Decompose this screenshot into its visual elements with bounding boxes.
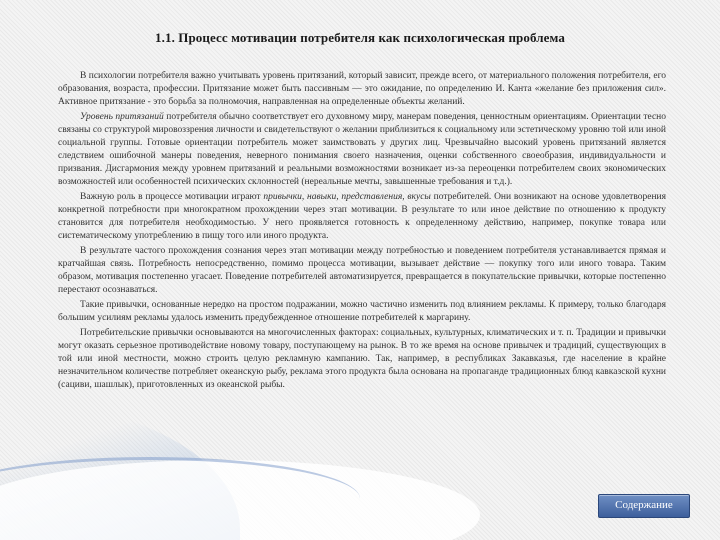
paragraph-aspiration-orientation [58, 111, 666, 189]
document-body [58, 70, 666, 394]
paragraph-aspiration-level: В психологии потребителя важно учитывать уровень притязаний, который зависит, прежде всего, от материального положения потребителя, его образования, возраста, профессии. Притязание может быть пассивным — это ожидание, по определению И. Канта «желание без приложения сил». Активное притязание - это борьба за полномочия, направленная на определенные объекты желаний. [58, 71, 666, 107]
paragraph-automation: В результате частого прохождения сознания через этап мотивации между потребностью и поведением потребителя устанавливается прямая и кратчайшая связь. Потребность непосредственно, помимо процесса мотивации, вызывает действие — покупку того или иного товара. Таким образом, мотивация постепенно угасает. Поведение потребителей автоматизируется, превращается в покупательские привычки, которые постепенно перестают осознаваться. [58, 246, 666, 295]
paragraph-text: потребителей. Они возникают на основе удовлетворения конкретной потребности при многократном прохождении через этап мотивации. В результате то или иное действие по отношению к продукту становится для потребителя необходимостью. У него проявляется готовность к определенному действию, например, покупке товара или систематическому употреблению в пищу того или иного продукта. [58, 192, 667, 241]
term-habits: привычки, навыки, представления, вкусы [263, 192, 431, 202]
paragraph-text: Важную роль в процессе мотивации играют [80, 192, 264, 202]
paragraph-advertising: Такие привычки, основанные нередко на простом подражании, можно частично изменить под влиянием рекламы. К примеру, только благодаря большим усилиям рекламы удалось изменить предубежденное отношение потребителей к маргарину. [58, 300, 666, 323]
table-of-contents-button[interactable]: Содержание [598, 494, 690, 518]
paragraph-text: потребителя обычно соответствует его духовному миру, манерам поведения, ценностным ориентациям. Ориентации тесно связаны со структурой мировоззрения личности и свидетельствуют о желании приблизиться к социальному или эстетическому уровню той или иной социальной группы. Готовые ориентации потребитель может заимствовать у других лиц. Чрезвычайно высокий уровень притязаний является следствием ошибочной манеры поведения, неверного понимания своего назначения, оценки собственного своеобразия, индивидуальности и призвания. Дисгармония между уровнем притязаний и реальными возможностями возникает из-за переоценки потребителем своих экономических возможностей или особенностей психических склонностей (нереальные мечты, завышенные требования и т.д.). [58, 112, 667, 187]
paragraph-habits [58, 191, 666, 243]
page-title: 1.1. Процесс мотивации потребителя как психологическая проблема [155, 30, 565, 45]
paragraph-traditions: Потребительские привычки основываются на многочисленных факторах: социальных, культурных, климатических и т. п. Традиции и привычки могут оказать серьезное противодействие новому товару, поступающему на рынок. В то же время на основе привычек и традиций, существующих в той или иной местности, можно строить целую рекламную кампанию. Так, например, в республиках Закавказья, где население в крайне незначительном количестве потребляет океанскую рыбу, реклама этого продукта была основана на пропаганде традиционных блюд кавказской кухни (сациви, шашлык), приготовленных из океанской рыбы. [58, 328, 666, 390]
term-aspiration-level: Уровень притязаний [80, 112, 164, 122]
